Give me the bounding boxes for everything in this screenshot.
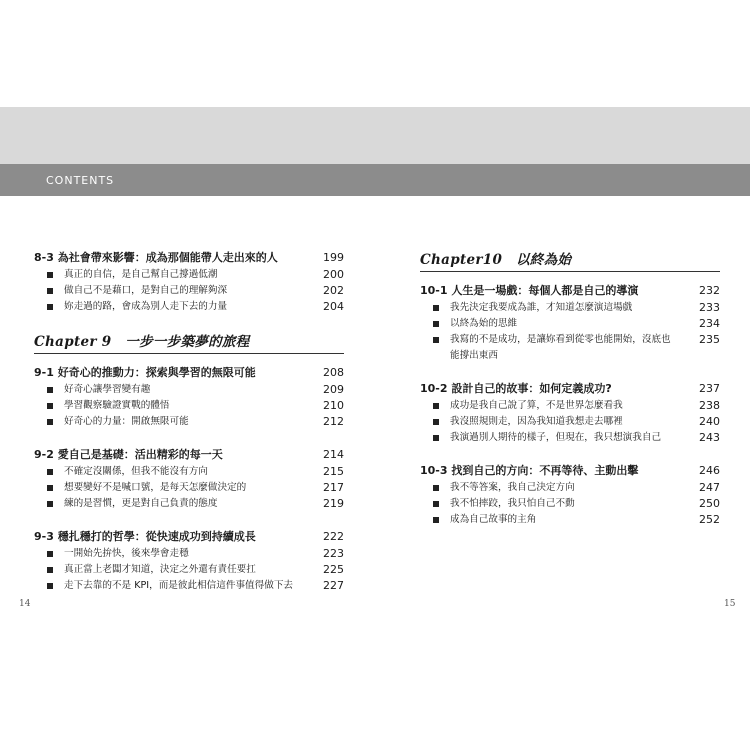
entry-title: 做自己不是藉口，是對自己的理解夠深 — [64, 285, 228, 296]
section-page-number: 222 — [323, 530, 344, 543]
square-bullet-icon — [47, 387, 53, 393]
square-bullet-icon — [47, 419, 53, 425]
toc-section — [420, 281, 720, 364]
square-bullet-icon — [47, 567, 53, 573]
entry-page-number: 210 — [323, 399, 344, 412]
section-page-number: 208 — [323, 366, 344, 379]
entry-page-number: 209 — [323, 383, 344, 396]
square-bullet-icon — [433, 485, 439, 491]
square-bullet-icon — [47, 501, 53, 507]
entry-page-number: 233 — [699, 301, 720, 314]
entry-title: 我沒照規則走，因為我知道我想走去哪裡 — [450, 416, 623, 427]
entry-page-number: 240 — [699, 415, 720, 428]
toc-entry — [34, 414, 344, 430]
entry-title: 一開始先拚快，後來學會走穩 — [64, 548, 189, 559]
toc-entry — [420, 332, 720, 364]
entry-title: 我演過別人期待的樣子，但現在，我只想演我自己 — [450, 432, 662, 443]
entry-page-number: 250 — [699, 497, 720, 510]
section-page-number: 237 — [699, 382, 720, 395]
contents-heading: CONTENTS — [46, 174, 115, 187]
section-heading — [34, 363, 344, 382]
section-heading — [420, 379, 720, 398]
entry-page-number: 238 — [699, 399, 720, 412]
toc-section — [34, 527, 344, 594]
toc-left-column — [34, 248, 344, 602]
toc-entry — [420, 316, 720, 332]
section-title: 9-1 好奇心的推動力：探索與學習的無限可能 — [34, 366, 256, 379]
entry-title: 妳走過的路，會成為別人走下去的力量 — [64, 301, 228, 312]
toc-entry — [34, 464, 344, 480]
entry-page-number: 223 — [323, 547, 344, 560]
square-bullet-icon — [433, 321, 439, 327]
toc-entry — [420, 398, 720, 414]
section-title: 10-1 人生是一場戲：每個人都是自己的導演 — [420, 284, 639, 297]
toc-entry — [34, 496, 344, 512]
toc-entry — [34, 382, 344, 398]
square-bullet-icon — [47, 583, 53, 589]
section-title: 8-3 為社會帶來影響：成為那個能帶人走出來的人 — [34, 251, 278, 264]
entry-title: 我不等答案，我自己決定方向 — [450, 482, 575, 493]
toc-section — [34, 363, 344, 430]
section-title: 10-2 設計自己的故事：如何定義成功? — [420, 382, 612, 395]
square-bullet-icon — [47, 469, 53, 475]
entry-page-number: 219 — [323, 497, 344, 510]
entry-title: 好奇心讓學習變有趣 — [64, 384, 151, 395]
toc-entry — [34, 480, 344, 496]
square-bullet-icon — [433, 419, 439, 425]
entry-title: 想要變好不是喊口號，是每天怎麼做決定的 — [64, 482, 247, 493]
entry-page-number: 235 — [699, 333, 720, 346]
toc-entry — [34, 562, 344, 578]
entry-title: 練的是習慣，更是對自己負責的態度 — [64, 498, 218, 509]
toc-entry — [34, 267, 344, 283]
toc-section — [420, 461, 720, 528]
square-bullet-icon — [433, 435, 439, 441]
right-page-number: 15 — [724, 599, 736, 609]
entry-title: 不確定沒關係，但我不能沒有方向 — [64, 466, 208, 477]
chapter-heading: Chapter10 以終為始 — [420, 248, 720, 272]
square-bullet-icon — [47, 403, 53, 409]
square-bullet-icon — [433, 305, 439, 311]
toc-entry — [420, 496, 720, 512]
square-bullet-icon — [433, 337, 439, 343]
entry-page-number: 252 — [699, 513, 720, 526]
entry-page-number: 204 — [323, 300, 344, 313]
toc-entry — [34, 299, 344, 315]
entry-page-number: 202 — [323, 284, 344, 297]
square-bullet-icon — [47, 272, 53, 278]
entry-page-number: 243 — [699, 431, 720, 444]
toc-entry — [34, 546, 344, 562]
square-bullet-icon — [433, 501, 439, 507]
toc-section — [34, 248, 344, 315]
header-band-light — [0, 107, 750, 164]
entry-title: 我寫的不是成功，是讓妳看到從零也能開始，沒底也能撐出東西 — [450, 334, 671, 361]
square-bullet-icon — [47, 288, 53, 294]
entry-page-number: 215 — [323, 465, 344, 478]
square-bullet-icon — [433, 403, 439, 409]
toc-section — [34, 445, 344, 512]
section-heading — [420, 461, 720, 480]
entry-page-number: 247 — [699, 481, 720, 494]
toc-entry — [420, 512, 720, 528]
entry-title: 真正的自信，是自己幫自己撐過低潮 — [64, 269, 218, 280]
entry-page-number: 234 — [699, 317, 720, 330]
square-bullet-icon — [433, 517, 439, 523]
entry-title: 成功是我自己說了算，不是世界怎麼看我 — [450, 400, 623, 411]
entry-title: 真正當上老闆才知道，決定之外還有責任要扛 — [64, 564, 256, 575]
chapter-heading: Chapter 9 一步一步築夢的旅程 — [34, 330, 344, 354]
section-heading — [34, 445, 344, 464]
section-page-number: 199 — [323, 251, 344, 264]
entry-title: 成為自己故事的主角 — [450, 514, 537, 525]
section-heading — [420, 281, 720, 300]
square-bullet-icon — [47, 304, 53, 310]
section-page-number: 246 — [699, 464, 720, 477]
toc-entry — [420, 414, 720, 430]
section-page-number: 214 — [323, 448, 344, 461]
toc-entry — [34, 578, 344, 594]
toc-right-column — [420, 248, 720, 536]
section-heading — [34, 527, 344, 546]
section-title: 10-3 找到自己的方向：不再等待、主動出擊 — [420, 464, 639, 477]
section-page-number: 232 — [699, 284, 720, 297]
toc-entry — [34, 283, 344, 299]
square-bullet-icon — [47, 485, 53, 491]
toc-entry — [420, 300, 720, 316]
entry-title: 我先決定我要成為誰，才知道怎麼演這場戲 — [450, 302, 633, 313]
entry-page-number: 217 — [323, 481, 344, 494]
entry-page-number: 227 — [323, 579, 344, 592]
section-title: 9-3 穩扎穩打的哲學：從快速成功到持續成長 — [34, 530, 256, 543]
section-heading — [34, 248, 344, 267]
toc-entry — [34, 398, 344, 414]
entry-title: 我不怕摔跤，我只怕自己不動 — [450, 498, 575, 509]
section-title: 9-2 愛自己是基礎：活出精彩的每一天 — [34, 448, 223, 461]
left-page-number: 14 — [19, 599, 31, 609]
entry-page-number: 200 — [323, 268, 344, 281]
entry-page-number: 212 — [323, 415, 344, 428]
toc-entry — [420, 430, 720, 446]
entry-page-number: 225 — [323, 563, 344, 576]
toc-section — [420, 379, 720, 446]
entry-title: 好奇心的力量：開啟無限可能 — [64, 416, 189, 427]
entry-title: 學習觀察驗證實戰的體悟 — [64, 400, 170, 411]
entry-title: 以終為始的思維 — [450, 318, 518, 329]
entry-title: 走下去靠的不是 KPI，而是彼此相信這件事值得做下去 — [64, 580, 294, 591]
toc-entry — [420, 480, 720, 496]
square-bullet-icon — [47, 551, 53, 557]
